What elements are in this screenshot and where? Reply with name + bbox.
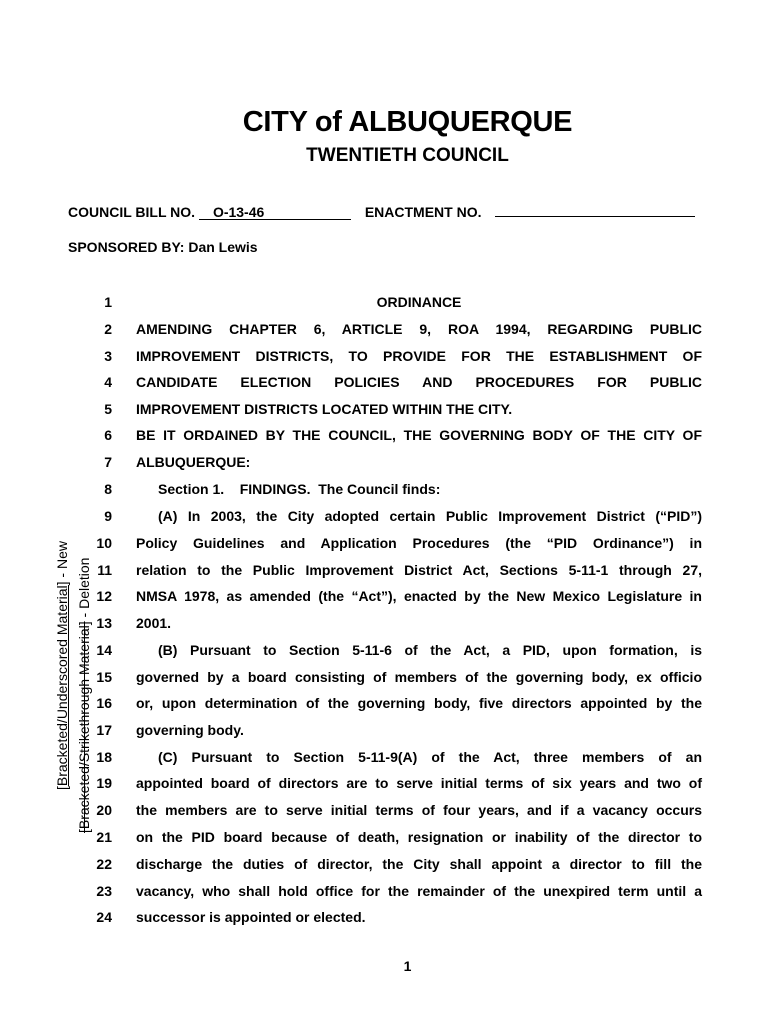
line-number: 7 xyxy=(104,454,112,470)
line-19 xyxy=(0,775,770,795)
line-number: 1 xyxy=(104,294,112,310)
line-12 xyxy=(0,588,770,608)
sponsor-label: SPONSORED BY: xyxy=(68,239,185,255)
line-text: AMENDING CHAPTER 6, ARTICLE 9, ROA 1994, REGARDING PUBLIC xyxy=(136,321,702,337)
section-heading: Section 1. FINDINGS. The Council finds: xyxy=(158,481,441,497)
line-22 xyxy=(0,856,770,876)
line-number: 20 xyxy=(96,802,112,818)
line-number: 3 xyxy=(104,348,112,364)
line-text: on the PID board because of death, resignation or inability of the director to xyxy=(136,829,702,845)
line-text: (A) In 2003, the City adopted certain Public Improvement District (“PID”) xyxy=(158,508,702,524)
line-number: 11 xyxy=(97,562,112,578)
line-text: CANDIDATE ELECTION POLICIES AND PROCEDURES FOR PUBLIC xyxy=(136,374,702,390)
line-text: governing body. xyxy=(136,722,244,738)
line-number: 19 xyxy=(96,775,112,791)
line-4 xyxy=(0,374,770,394)
line-number: 5 xyxy=(104,401,112,417)
line-number: 8 xyxy=(104,481,112,497)
line-text: successor is appointed or elected. xyxy=(136,909,366,925)
line-17 xyxy=(0,722,770,742)
line-number: 15 xyxy=(96,669,112,685)
line-2 xyxy=(0,321,770,341)
legend-new-suffix: - New xyxy=(54,541,70,582)
line-text: vacancy, who shall hold office for the remainder of the unexpired term until a xyxy=(136,883,702,899)
council-subtitle: TWENTIETH COUNCIL xyxy=(306,145,509,166)
line-number: 6 xyxy=(104,427,112,443)
line-13 xyxy=(0,615,770,635)
line-number: 4 xyxy=(104,374,112,390)
line-number: 2 xyxy=(104,321,112,337)
line-number: 13 xyxy=(96,615,112,631)
line-number: 14 xyxy=(96,642,112,658)
enactment-number-field xyxy=(495,216,695,217)
line-text: IMPROVEMENT DISTRICTS, TO PROVIDE FOR THE ESTABLISHMENT OF xyxy=(136,348,702,364)
enactment-number-label: ENACTMENT NO. xyxy=(364,204,482,220)
line-21 xyxy=(0,829,770,849)
bill-info-row xyxy=(68,204,695,220)
line-number: 18 xyxy=(96,749,112,765)
bill-number-field xyxy=(199,205,351,220)
line-15 xyxy=(0,669,770,689)
line-number: 22 xyxy=(96,856,112,872)
bill-number-label: COUNCIL BILL NO. xyxy=(68,204,196,220)
line-1 xyxy=(0,294,770,314)
line-text: governed by a board consisting of members of the governing body, ex officio xyxy=(136,669,702,685)
line-10 xyxy=(0,535,770,555)
line-23 xyxy=(0,883,770,903)
line-20 xyxy=(0,802,770,822)
line-text: ALBUQUERQUE: xyxy=(136,454,251,470)
line-number: 16 xyxy=(96,695,112,711)
document-title: CITY of ALBUQUERQUE xyxy=(242,106,573,138)
line-text: discharge the duties of director, the City shall appoint a director to fill the xyxy=(136,856,702,872)
line-6 xyxy=(0,427,770,447)
line-3 xyxy=(0,348,770,368)
line-18 xyxy=(0,749,770,769)
line-text: (B) Pursuant to Section 5-11-6 of the Act, a PID, upon formation, is xyxy=(158,642,702,658)
line-9 xyxy=(0,508,770,528)
line-8 xyxy=(0,481,770,501)
line-number: 17 xyxy=(96,722,112,738)
line-number: 23 xyxy=(96,883,112,899)
line-text: Policy Guidelines and Application Procedures (the “PID Ordinance”) in xyxy=(136,535,702,551)
line-number: 21 xyxy=(96,829,112,845)
bill-number-value: O-13-46 xyxy=(212,204,265,220)
page-number: 1 xyxy=(403,958,412,974)
line-text: appointed board of directors are to serve initial terms of six years and two of xyxy=(136,775,702,791)
line-text: relation to the Public Improvement District Act, Sections 5-11-1 through 27, xyxy=(136,562,702,578)
line-text: IMPROVEMENT DISTRICTS LOCATED WITHIN THE CITY. xyxy=(136,401,513,417)
line-text: (C) Pursuant to Section 5-11-9(A) of the Act, three members of an xyxy=(158,749,702,765)
line-number: 9 xyxy=(104,508,112,524)
sponsor-row xyxy=(68,239,258,255)
line-text: or, upon determination of the governing body, five directors appointed by the xyxy=(136,695,702,711)
line-7 xyxy=(0,454,770,474)
line-text: the members are to serve initial terms of four years, and if a vacancy occurs xyxy=(136,802,702,818)
line-text: 2001. xyxy=(136,615,172,631)
sponsor-name: Dan Lewis xyxy=(188,239,258,255)
legend-deletion-suffix: - Deletion xyxy=(76,557,92,622)
line-number: 24 xyxy=(96,909,112,925)
line-number: 10 xyxy=(96,535,112,551)
legend-new-text: [Bracketed/Underscored Material] xyxy=(54,581,70,790)
line-24 xyxy=(0,909,770,929)
line-14 xyxy=(0,642,770,662)
line-text: BE IT ORDAINED BY THE COUNCIL, THE GOVERNING BODY OF THE CITY OF xyxy=(136,427,702,443)
ordinance-heading: ORDINANCE xyxy=(376,294,462,310)
line-11 xyxy=(0,562,770,582)
legend-deletion-text: [Bracketed/Strikethrough Material] xyxy=(76,621,92,833)
line-16 xyxy=(0,695,770,715)
line-5 xyxy=(0,401,770,421)
line-number: 12 xyxy=(96,588,112,604)
line-text: NMSA 1978, as amended (the “Act”), enacted by the New Mexico Legislature in xyxy=(136,588,702,604)
